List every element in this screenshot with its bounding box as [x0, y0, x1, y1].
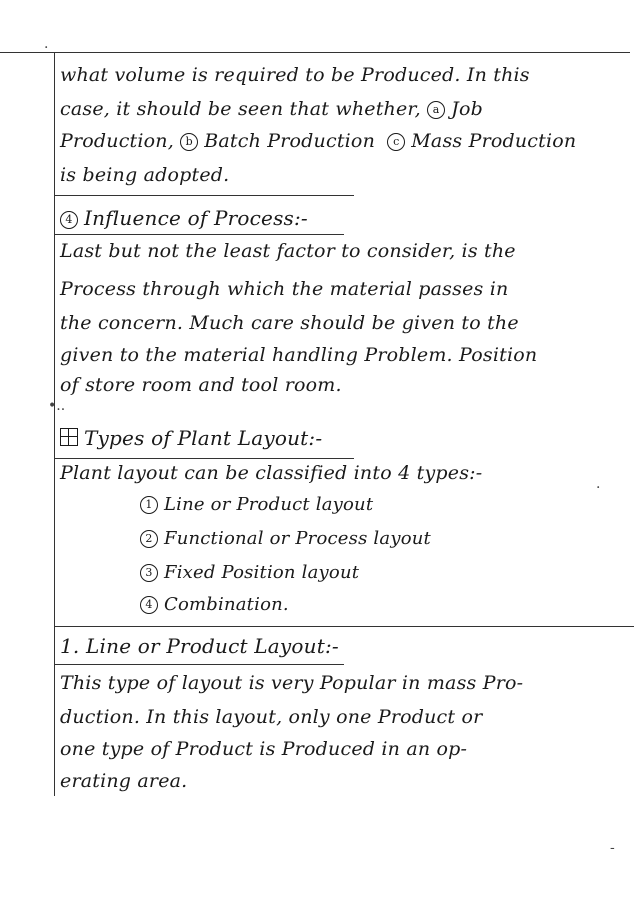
- top-rule: [0, 52, 630, 53]
- list-number: 2: [140, 530, 158, 548]
- checkbox-bullet-icon: [60, 428, 78, 446]
- text-line: [60, 130, 576, 152]
- heading-underline: [54, 234, 344, 235]
- list-item: [140, 528, 431, 549]
- option-b-marker: b: [180, 133, 198, 151]
- list-item: [140, 562, 359, 583]
- text-fragment: Production,: [60, 130, 174, 152]
- list-number: 4: [140, 596, 158, 614]
- text-line: given to the material handling Problem. Position: [60, 344, 538, 366]
- text-line: is being adopted.: [60, 164, 230, 186]
- list-text: Combination.: [164, 594, 289, 615]
- list-text: Functional or Process layout: [164, 528, 431, 549]
- list-number: 1: [140, 496, 158, 514]
- text-line: Plant layout can be classified into 4 types:-: [60, 462, 483, 484]
- option-a-marker: a: [427, 101, 445, 119]
- ink-dot: ·: [596, 480, 601, 496]
- option-b-text: Batch Production: [204, 130, 376, 152]
- text-line: [60, 98, 483, 120]
- text-line: of store room and tool room.: [60, 374, 342, 396]
- text-line: erating area.: [60, 770, 188, 792]
- section-heading: [60, 206, 308, 230]
- section-title: Influence of Process:-: [84, 206, 308, 230]
- option-c-marker: c: [387, 133, 405, 151]
- text-line: one type of Product is Produced in an op-: [60, 738, 468, 760]
- ink-dot: -: [610, 840, 615, 856]
- divider: [54, 626, 634, 627]
- text-line: This type of layout is very Popular in mass Pro-: [60, 672, 524, 694]
- list-text: Fixed Position layout: [164, 562, 360, 583]
- text-line: the concern. Much care should be given to the: [60, 312, 519, 334]
- margin-line: [54, 52, 55, 796]
- list-item: [140, 494, 373, 515]
- section-number: 4: [60, 211, 78, 229]
- list-item: [140, 594, 289, 615]
- divider: [54, 195, 354, 196]
- list-number: 3: [140, 564, 158, 582]
- text-fragment: case, it should be seen that whether,: [60, 98, 421, 120]
- option-c-text: Mass Production: [411, 130, 577, 152]
- text-line: Process through which the material passes in: [60, 278, 509, 300]
- ink-dot: ·: [44, 40, 49, 56]
- ink-dot: •..: [48, 398, 66, 414]
- text-line: Last but not the least factor to consider, is the: [60, 240, 516, 262]
- section-heading: 1. Line or Product Layout:-: [60, 634, 339, 658]
- text-line: what volume is required to be Produced. In this: [60, 64, 530, 86]
- option-a-text: Job: [451, 98, 483, 120]
- section-heading: [60, 426, 322, 450]
- section-title: Types of Plant Layout:-: [84, 426, 323, 450]
- list-text: Line or Product layout: [164, 494, 374, 515]
- heading-underline: [54, 664, 344, 665]
- text-line: duction. In this layout, only one Product or: [60, 706, 483, 728]
- heading-underline: [54, 458, 354, 459]
